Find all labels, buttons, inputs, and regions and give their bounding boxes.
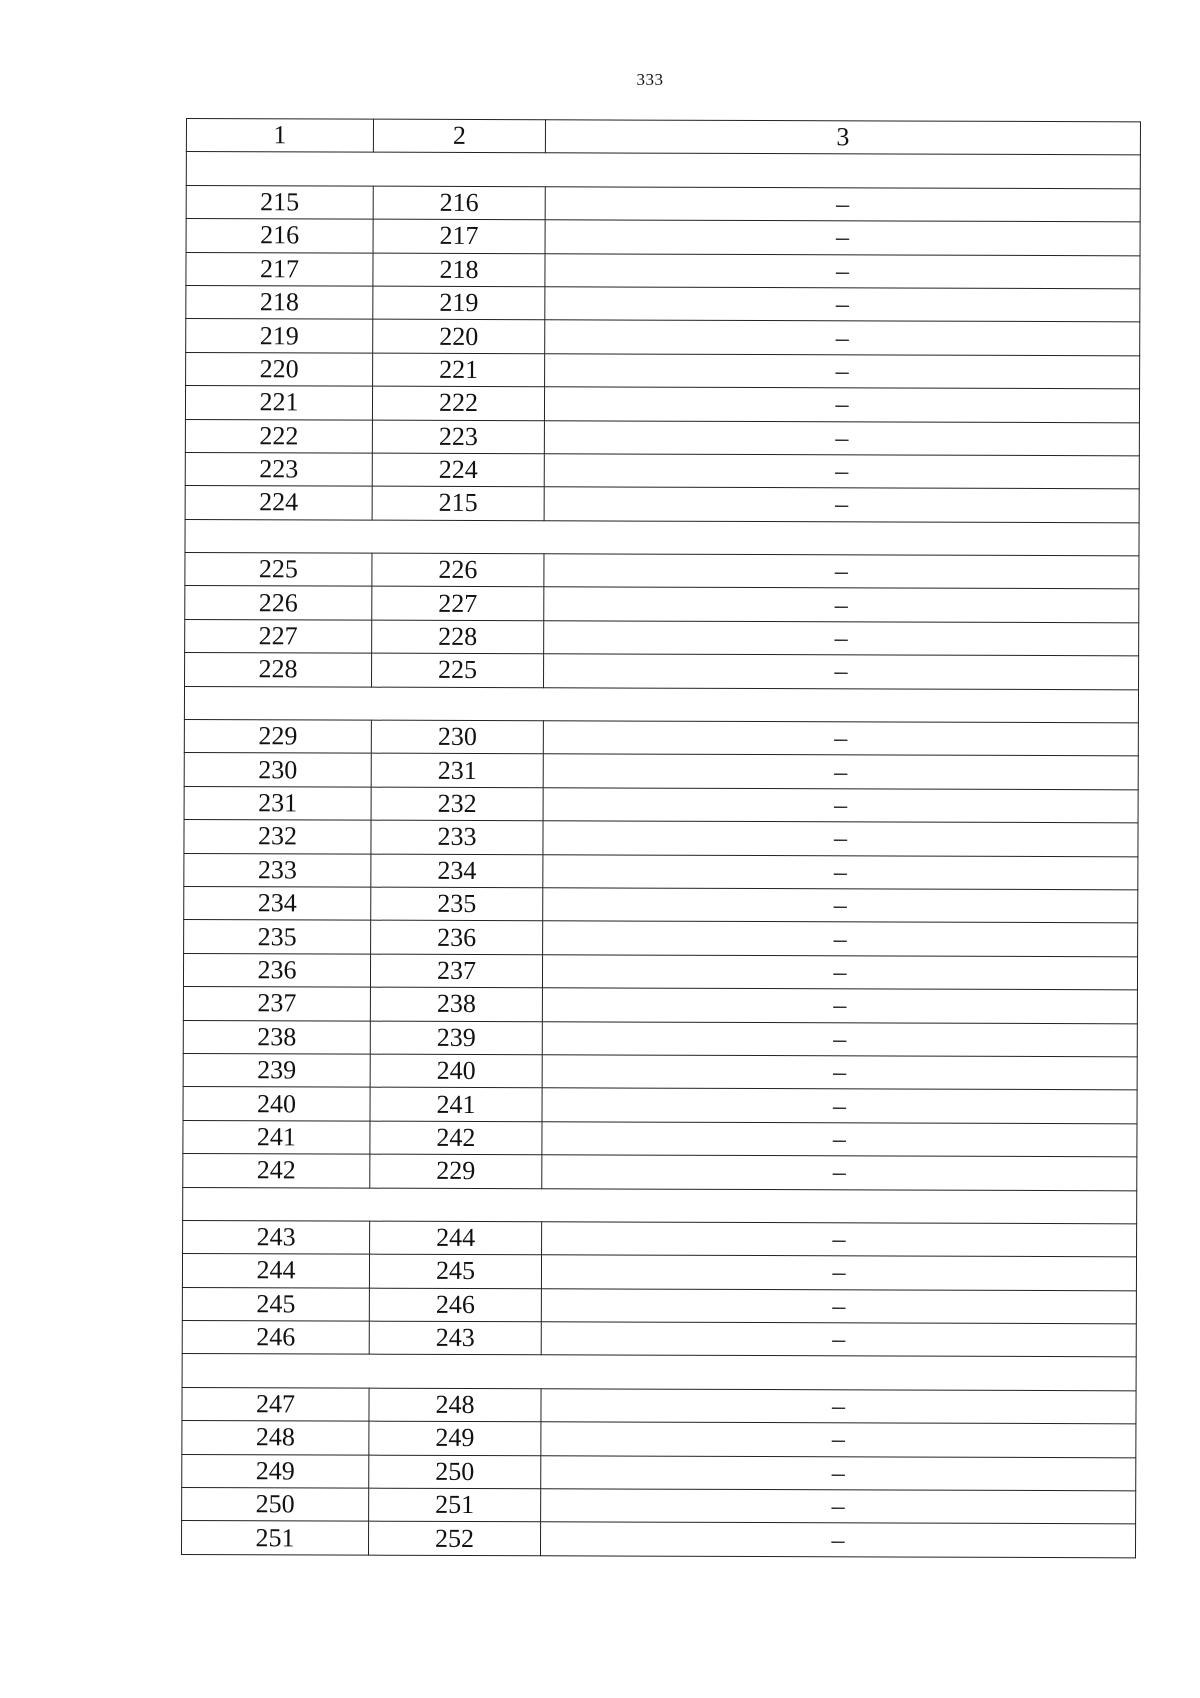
cell-col1: 230 (184, 753, 371, 787)
cell-col3: – (541, 1455, 1136, 1490)
table-row (183, 953, 1137, 990)
table-row (183, 1020, 1137, 1057)
section-label-cell (185, 519, 1139, 556)
cell-col2: 218 (373, 253, 545, 287)
cell-col2: 221 (373, 353, 545, 387)
table-row (184, 886, 1138, 923)
cell-col3: – (545, 187, 1140, 222)
cell-col1: 222 (185, 419, 372, 453)
cell-col2: 217 (373, 219, 545, 253)
cell-col2: 238 (370, 987, 542, 1021)
cell-col1: 247 (182, 1387, 369, 1421)
cell-col3: – (543, 721, 1138, 756)
cell-col1: 226 (185, 586, 372, 620)
cell-col3: – (543, 854, 1138, 889)
cell-col2: 230 (371, 720, 543, 754)
cell-col2: 251 (369, 1488, 541, 1522)
cell-col3: – (544, 587, 1139, 622)
cell-col1: 218 (186, 285, 373, 319)
cell-col1: 250 (182, 1488, 369, 1522)
cell-col3: – (544, 387, 1139, 422)
cell-col3: – (543, 788, 1138, 823)
header-cell-col2: 2 (373, 119, 545, 153)
cell-col1: 217 (186, 252, 373, 286)
cell-col3: – (544, 420, 1139, 455)
cell-col3: – (543, 821, 1138, 856)
table-row (184, 720, 1138, 757)
cell-col3: – (541, 1322, 1136, 1357)
cell-col1: 237 (183, 987, 370, 1021)
header-row (186, 119, 1140, 156)
cell-col3: – (543, 921, 1138, 956)
cell-col3: – (540, 1522, 1135, 1557)
cell-col2: 246 (369, 1288, 541, 1322)
cell-col1: 248 (182, 1421, 369, 1455)
cell-col2: 219 (373, 286, 545, 320)
table-row (185, 586, 1139, 623)
section-row (186, 152, 1140, 189)
table-row (184, 853, 1138, 890)
cell-col1: 225 (185, 553, 372, 587)
cell-col1: 231 (184, 786, 371, 820)
cell-col1: 223 (185, 452, 372, 486)
cell-col3: – (544, 621, 1139, 656)
cell-col3: – (545, 353, 1140, 388)
cell-col3: – (542, 1021, 1137, 1056)
page-number: 333 (636, 70, 664, 89)
cell-col3: – (541, 1389, 1136, 1424)
cell-col1: 229 (184, 720, 371, 754)
cell-col3: – (542, 1222, 1137, 1257)
cell-col3: – (544, 487, 1139, 522)
cell-col3: – (545, 220, 1140, 255)
cell-col1: 251 (181, 1521, 368, 1555)
section-row (185, 519, 1139, 556)
cell-col2: 236 (371, 921, 543, 955)
cell-col1: 243 (183, 1220, 370, 1254)
cell-col2: 216 (373, 186, 545, 220)
table-row (186, 285, 1140, 322)
cell-col1: 219 (186, 319, 373, 353)
cell-col1: 245 (182, 1287, 369, 1321)
cell-col2: 226 (372, 553, 544, 587)
table-row (186, 319, 1140, 356)
table-row (186, 185, 1140, 222)
cell-col2: 228 (372, 620, 544, 654)
cell-col2: 239 (370, 1021, 542, 1055)
cell-col2: 223 (372, 420, 544, 454)
cell-col3: – (543, 888, 1138, 923)
cell-col1: 240 (183, 1087, 370, 1121)
cell-col1: 233 (184, 853, 371, 887)
table-row (184, 820, 1138, 857)
cell-col3: – (545, 253, 1140, 288)
table-row (182, 1488, 1136, 1525)
table-row (183, 987, 1137, 1024)
cell-col3: – (541, 1489, 1136, 1524)
table-row (183, 1120, 1137, 1157)
cell-col1: 220 (186, 352, 373, 386)
cell-col3: – (544, 454, 1139, 489)
table-row (182, 1387, 1136, 1424)
section-row (182, 1354, 1136, 1391)
cell-col2: 237 (370, 954, 542, 988)
header-cell-col1: 1 (186, 119, 373, 153)
table-row (181, 1521, 1135, 1558)
cell-col2: 215 (372, 486, 544, 520)
cell-col1: 221 (185, 386, 372, 420)
cell-col2: 222 (372, 386, 544, 420)
cell-col1: 224 (185, 486, 372, 520)
table-row (185, 452, 1139, 489)
cell-col2: 240 (370, 1054, 542, 1088)
section-label-cell (183, 1187, 1137, 1224)
cell-col1: 241 (183, 1120, 370, 1154)
cell-col2: 249 (369, 1421, 541, 1455)
section-label-cell (184, 686, 1138, 723)
section-row (184, 686, 1138, 723)
cell-col1: 249 (182, 1454, 369, 1488)
table-row (182, 1454, 1136, 1491)
cell-col1: 238 (183, 1020, 370, 1054)
cell-col2: 243 (369, 1321, 541, 1355)
cell-col1: 227 (185, 619, 372, 653)
table-row (185, 386, 1139, 423)
cell-col3: – (542, 1088, 1137, 1123)
table-row (182, 1254, 1136, 1291)
cell-col2: 231 (371, 754, 543, 788)
cell-col1: 228 (185, 653, 372, 687)
cell-col2: 241 (370, 1087, 542, 1121)
table-row (183, 1053, 1137, 1090)
cell-col2: 245 (369, 1254, 541, 1288)
table-row (185, 619, 1139, 656)
cell-col3: – (541, 1288, 1136, 1323)
cell-col3: – (541, 1422, 1136, 1457)
cell-col2: 225 (372, 653, 544, 687)
table-row (185, 553, 1139, 590)
cell-col1: 246 (182, 1321, 369, 1355)
table-row (186, 252, 1140, 289)
table-row (186, 352, 1140, 389)
cell-col2: 248 (369, 1388, 541, 1422)
table-row (182, 1421, 1136, 1458)
table-row (185, 653, 1139, 690)
cell-col1: 232 (184, 820, 371, 854)
cell-col3: – (542, 1121, 1137, 1156)
cell-col2: 242 (370, 1121, 542, 1155)
table-row (184, 920, 1138, 957)
cell-col2: 244 (370, 1221, 542, 1255)
table-row (186, 219, 1140, 256)
table-body (181, 119, 1140, 1558)
table-row (182, 1287, 1136, 1324)
cell-col1: 215 (186, 185, 373, 219)
table-row (183, 1154, 1137, 1191)
table-row (185, 419, 1139, 456)
cell-col2: 235 (371, 887, 543, 921)
cell-col1: 235 (184, 920, 371, 954)
cell-col3: – (544, 554, 1139, 589)
table-row (184, 753, 1138, 790)
cell-col2: 233 (371, 820, 543, 854)
cell-col1: 242 (183, 1154, 370, 1188)
cell-col2: 229 (370, 1154, 542, 1188)
cell-col1: 234 (184, 886, 371, 920)
cell-col2: 232 (371, 787, 543, 821)
data-table (181, 118, 1141, 1558)
cell-col3: – (543, 754, 1138, 789)
cell-col3: – (541, 1255, 1136, 1290)
cell-col3: – (544, 654, 1139, 689)
section-label-cell (186, 152, 1140, 189)
table-row (183, 1220, 1137, 1257)
table-row (184, 786, 1138, 823)
table-row (182, 1321, 1136, 1358)
section-row (183, 1187, 1137, 1224)
header-cell-col3: 3 (545, 120, 1140, 155)
cell-col3: – (542, 1055, 1137, 1090)
cell-col3: – (542, 1155, 1137, 1190)
cell-col2: 252 (368, 1522, 540, 1556)
cell-col2: 234 (371, 854, 543, 888)
data-table-container (181, 118, 1140, 1558)
cell-col3: – (545, 320, 1140, 355)
cell-col2: 250 (369, 1455, 541, 1489)
section-label-cell (182, 1354, 1136, 1391)
cell-col1: 236 (183, 953, 370, 987)
table-row (185, 486, 1139, 523)
cell-col1: 239 (183, 1053, 370, 1087)
cell-col3: – (542, 988, 1137, 1023)
cell-col2: 227 (372, 587, 544, 621)
cell-col1: 244 (182, 1254, 369, 1288)
cell-col1: 216 (186, 219, 373, 253)
cell-col2: 224 (372, 453, 544, 487)
cell-col3: – (545, 287, 1140, 322)
cell-col2: 220 (373, 319, 545, 353)
cell-col3: – (542, 955, 1137, 990)
table-row (183, 1087, 1137, 1124)
